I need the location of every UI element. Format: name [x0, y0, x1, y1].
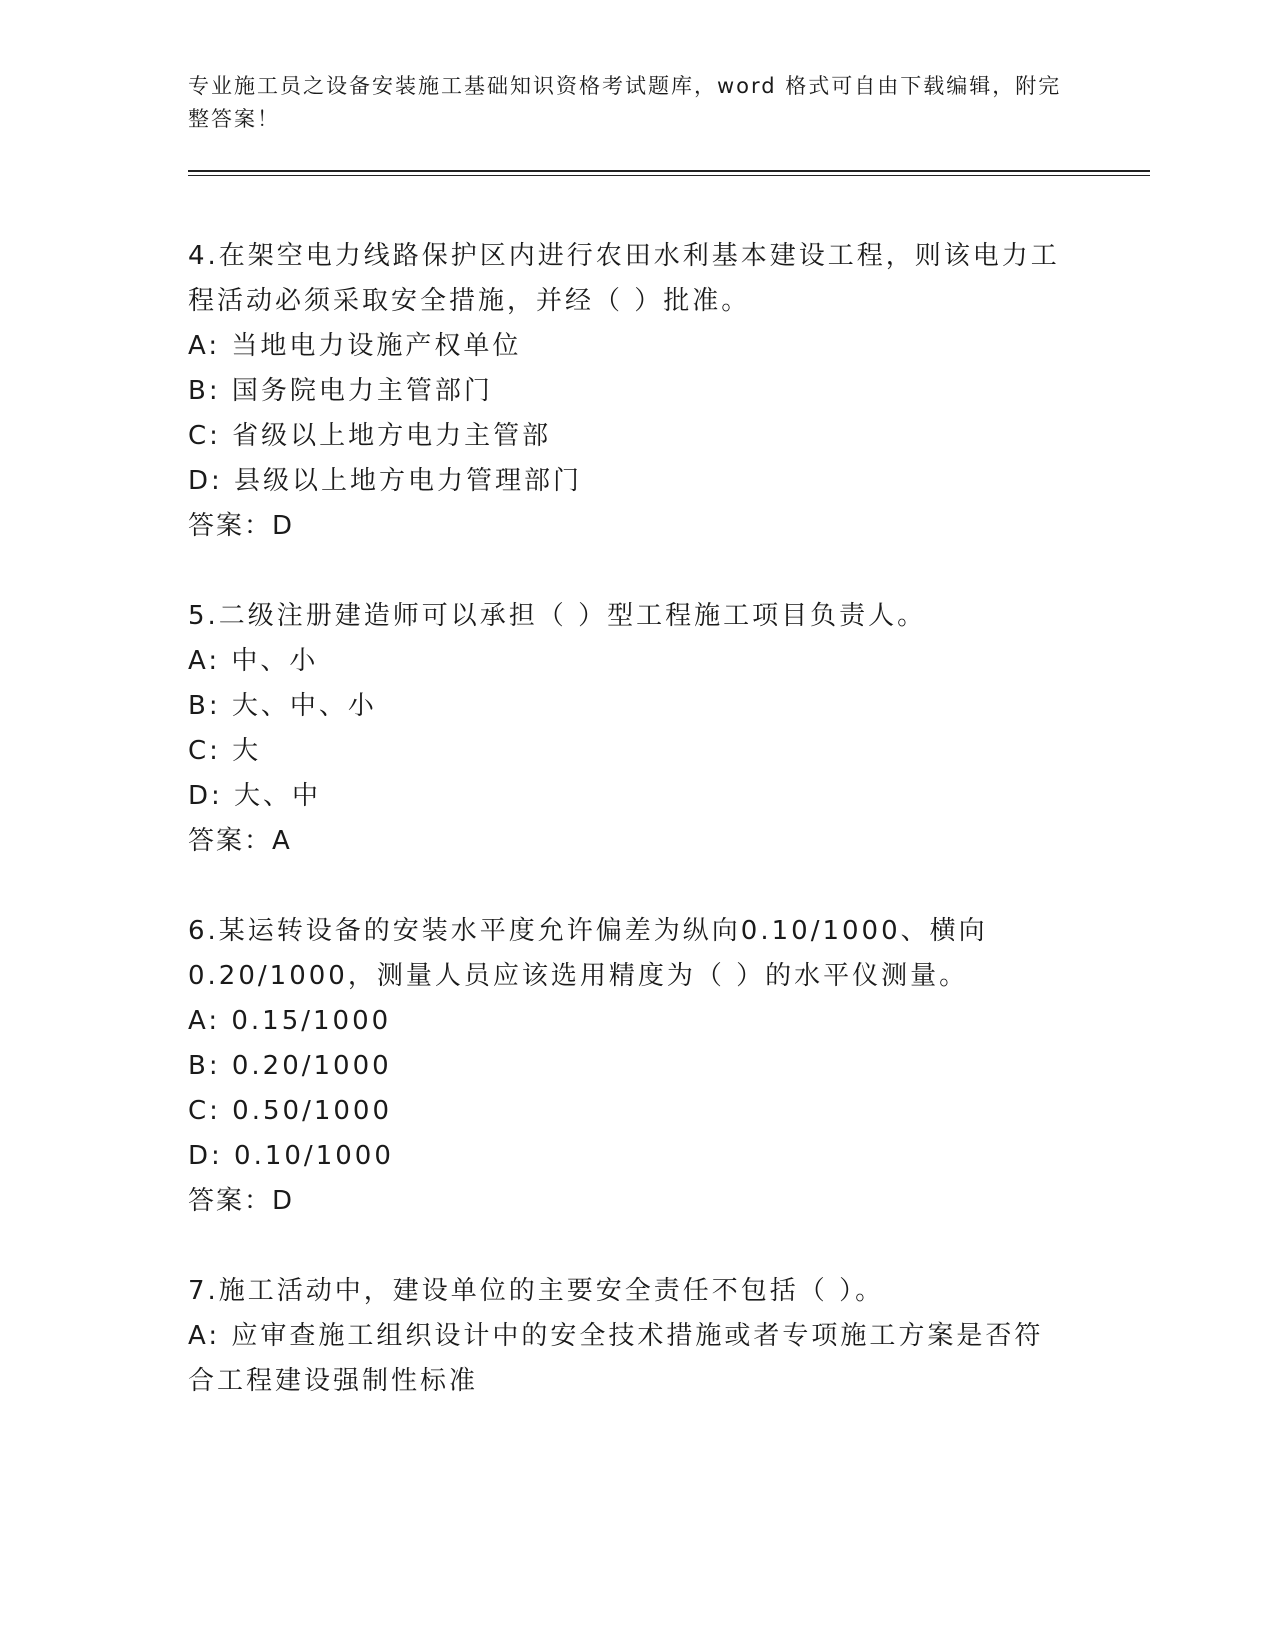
option-c: C: 0.50/1000 [188, 1096, 392, 1126]
question-stem: 4.在架空电力线路保护区内进行农田水利基本建设工程，则该电力工程活动必须采取安全措施，并经（ ）批准。 [188, 241, 1060, 316]
divider-line-bottom [188, 175, 1150, 176]
document-header: 专业施工员之设备安装施工基础知识资格考试题库，word 格式可自由下载编辑，附完整答案！ [188, 74, 1062, 131]
question-list [188, 234, 1150, 1404]
answer-value: D [272, 1186, 295, 1216]
option-c: C: 省级以上地方电力主管部 [188, 421, 552, 451]
answer-value: D [272, 511, 295, 541]
question-stem: 6.某运转设备的安装水平度允许偏差为纵向0.10/1000、横向0.20/1000，测量人员应该选用精度为（ ）的水平仪测量。 [188, 916, 988, 991]
question-5 [188, 594, 1150, 864]
document-page [188, 70, 1150, 1449]
option-a: A: 0.15/1000 [188, 1006, 392, 1036]
answer-label: 答案： [188, 1186, 273, 1216]
option-b: B: 国务院电力主管部门 [188, 376, 493, 406]
answer-label: 答案： [188, 511, 273, 541]
answer-line [188, 819, 1150, 864]
question-stem: 5.二级注册建造师可以承担（ ）型工程施工项目负责人。 [188, 601, 927, 631]
option-c: C: 大 [188, 736, 262, 766]
option-b: B: 0.20/1000 [188, 1051, 392, 1081]
option-d: D: 大、中 [188, 781, 322, 811]
option-b: B: 大、中、小 [188, 691, 377, 721]
question-stem: 7.施工活动中，建设单位的主要安全责任不包括（ ）。 [188, 1276, 885, 1306]
answer-value: A [272, 826, 292, 856]
answer-line [188, 504, 1150, 549]
question-7 [188, 1269, 1150, 1404]
question-6 [188, 909, 1150, 1224]
option-d: D: 0.10/1000 [188, 1141, 394, 1171]
answer-label: 答案： [188, 826, 273, 856]
header-divider [188, 170, 1150, 176]
question-4 [188, 234, 1150, 549]
answer-line [188, 1179, 1150, 1224]
option-a: A: 应审查施工组织设计中的安全技术措施或者专项施工方案是否符合工程建设强制性标准 [188, 1321, 1044, 1396]
divider-line-top [188, 170, 1150, 172]
option-a: A: 当地电力设施产权单位 [188, 331, 522, 361]
option-a: A: 中、小 [188, 646, 319, 676]
option-d: D: 县级以上地方电力管理部门 [188, 466, 583, 496]
